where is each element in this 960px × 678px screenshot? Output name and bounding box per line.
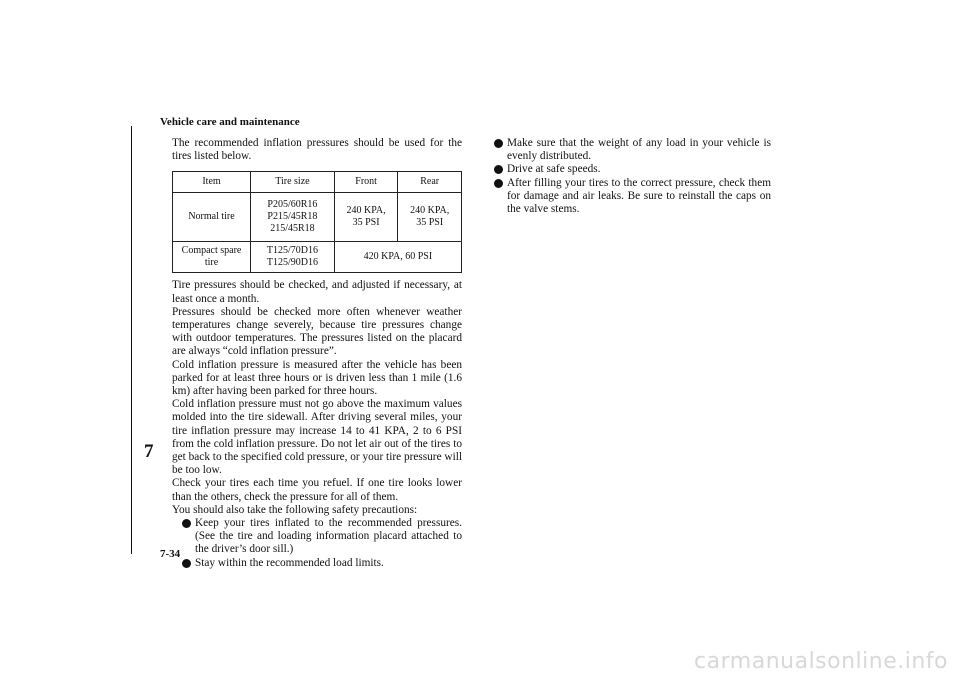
chapter-number: 7 xyxy=(144,441,154,462)
spare-size-2: T125/90D16 xyxy=(266,257,318,269)
paragraph-cold-measure: Cold inflation pressure is measured after the vehicle has been parked for at least three hours or is driven less than 1 mile (1.6 km) after having been parked for three hours. xyxy=(172,358,462,398)
site-watermark: carmanualsonline.info xyxy=(694,649,948,674)
paragraph-max-values: Cold inflation pressure must not go above the maximum values molded into the tire sidewall. After driving several miles, your tire inflation pressure may increase 14 to 41 KPA, 2 to 6 PSI from the cold inflation pressure. Do not let air out of the tires to get back to the specified cold pressure, or your tire pressure will be too low. xyxy=(172,398,462,477)
normal-tire-label: Normal tire xyxy=(173,193,251,242)
intro-paragraph: The recommended inflation pressures should be used for the tires listed below. xyxy=(172,137,462,163)
precaution-list-right xyxy=(494,137,771,216)
normal-size-3: 215/45R18 xyxy=(270,223,315,235)
precaution-list-left xyxy=(172,517,462,570)
header-rear: Rear xyxy=(398,172,462,193)
bullet-icon xyxy=(182,519,191,528)
spare-tire-sizes xyxy=(251,242,335,273)
list-item xyxy=(182,517,462,557)
header-front: Front xyxy=(334,172,398,193)
normal-rear-pressure xyxy=(398,193,462,242)
rear-kpa: 240 KPA, xyxy=(410,205,450,217)
list-item-text: Drive at safe speeds. xyxy=(507,163,601,176)
normal-size-2: P215/45R18 xyxy=(267,211,318,223)
spare-tire-label: Compact spare tire xyxy=(173,242,251,273)
table-header-row xyxy=(173,172,462,193)
header-tire-size: Tire size xyxy=(251,172,335,193)
front-psi: 35 PSI xyxy=(352,217,380,229)
list-item-text: Stay within the recommended load limits. xyxy=(195,556,384,569)
normal-tire-sizes xyxy=(251,193,335,242)
list-item xyxy=(494,137,771,163)
right-column xyxy=(494,137,771,216)
left-column xyxy=(172,137,462,570)
section-title: Vehicle care and maintenance xyxy=(160,116,300,128)
bullet-icon xyxy=(494,165,503,174)
spare-size-1: T125/70D16 xyxy=(266,245,318,257)
list-item-text: Make sure that the weight of any load in your vehicle is evenly distributed. xyxy=(507,137,771,163)
table-row-normal-tire xyxy=(173,193,462,242)
bullet-icon xyxy=(182,559,191,568)
chapter-divider xyxy=(131,126,132,554)
paragraph-refuel: Check your tires each time you refuel. If one tire looks lower than the others, check the pressure for all of them. xyxy=(172,477,462,503)
bullet-icon xyxy=(494,179,503,188)
table-row-spare-tire xyxy=(173,242,462,273)
header-item: Item xyxy=(173,172,251,193)
paragraph-precautions: You should also take the following safety precautions: xyxy=(172,503,418,516)
list-item-text: Keep your tires inflated to the recommended pressures. (See the tire and loading information placard attached to the driver’s door sill.) xyxy=(195,517,462,556)
page-number: 7-34 xyxy=(160,548,181,560)
paragraph-weather: Pressures should be checked more often whenever weather temperatures change severely, because tire pressures change with outdoor temperatures. The pressures listed on the placard are always “cold inflation pressure”. xyxy=(172,305,462,358)
spare-pressure: 420 KPA, 60 PSI xyxy=(334,242,461,273)
tire-pressure-table xyxy=(172,171,462,273)
list-item xyxy=(494,177,771,217)
rear-psi: 35 PSI xyxy=(416,217,444,229)
normal-front-pressure xyxy=(334,193,398,242)
paragraph-check-monthly: Tire pressures should be checked, and adjusted if necessary, at least once a month. xyxy=(172,279,462,305)
list-item-text: After filling your tires to the correct pressure, check them for damage and air leaks. Be sure to reinstall the caps on the valve stems. xyxy=(507,176,771,216)
bullet-icon xyxy=(494,139,503,148)
normal-size-1: P205/60R16 xyxy=(267,199,318,211)
list-item xyxy=(494,163,771,176)
list-item xyxy=(182,557,462,570)
front-kpa: 240 KPA, xyxy=(346,205,386,217)
